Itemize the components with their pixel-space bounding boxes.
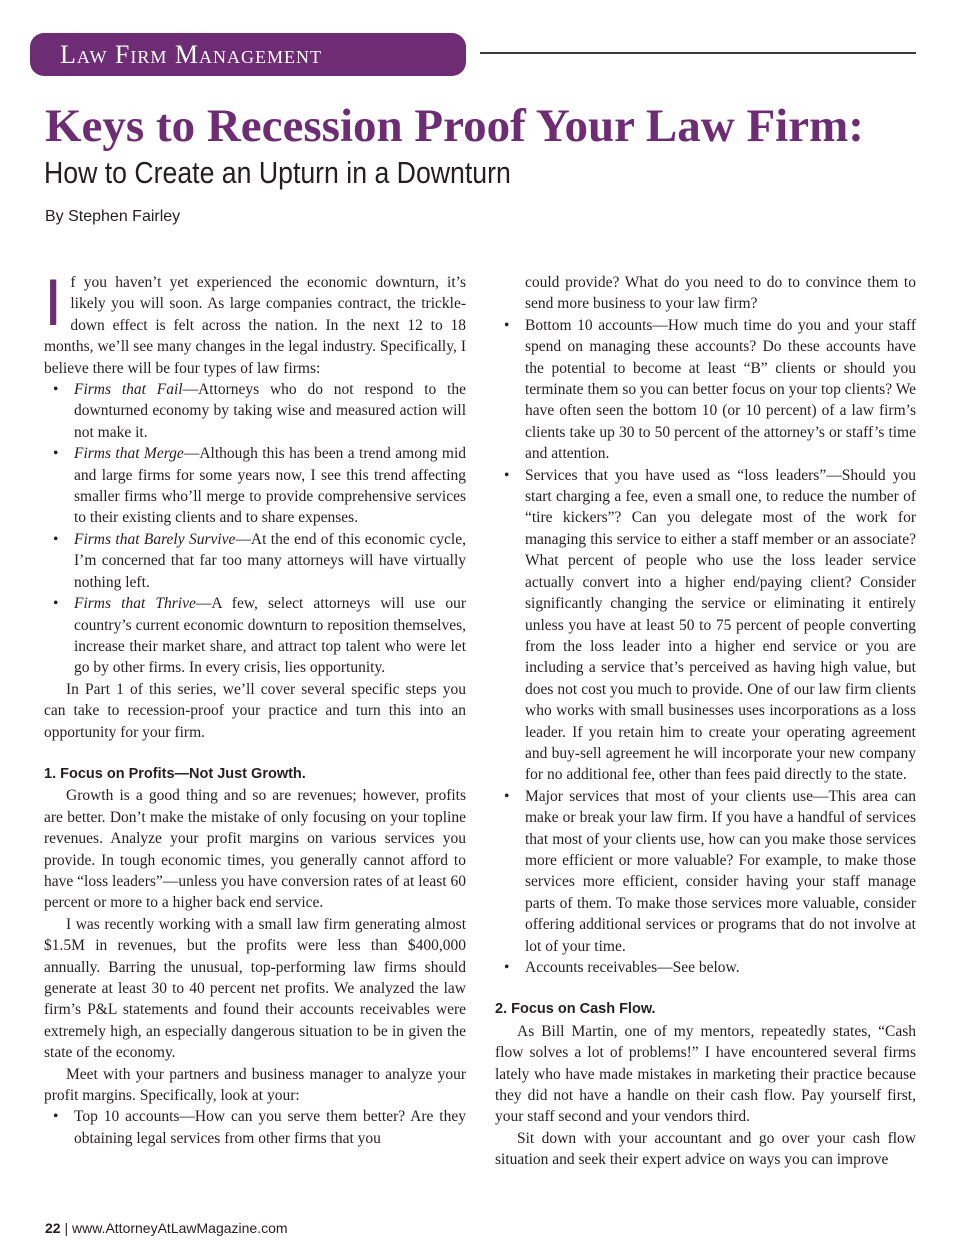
footer-site: www.AttorneyAtLawMagazine.com (72, 1220, 288, 1236)
bullet-icon: • (53, 595, 59, 613)
accounts-list-continued (495, 315, 916, 979)
byline: By Stephen Fairley (45, 208, 181, 225)
article-title: Keys to Recession Proof Your Law Firm: (45, 100, 864, 152)
list-item: • Services that you have used as “loss leaders”—Should you start charging a fee, even a small one, to reduce the number of “tire kickers”? Can you delegate most of the work for managing this service to either a staff member or an associate? What percent of people who use the loss leader service actually convert into a higher end/paying client? Consider significantly changing the service or eliminating it entirely unless you have at least 50 to 75 percent of people converting from the loss leader into a higher end service or you are including a service that’s perceived as having high value, but does not cost you much to provide. One of our law firm clients who works with small businesses uses incorporations as a loss leader. If you retain him to create your operating agreement and buy-sell agreement he will incorporate your new company for no additional fee, other than fees paid directly to the state. (504, 466, 916, 784)
bullet-icon: • (504, 466, 510, 484)
drop-cap: I (44, 265, 63, 339)
section-divider (480, 52, 916, 54)
list-item: • Firms that Merge—Although this has been a trend among mid and large firms for some years now, I see this trend affecting smaller firms who’ll merge to provide comprehensive services to their existing clients and to share expenses. (53, 445, 466, 527)
article-subtitle: How to Create an Upturn in a Downturn (44, 155, 511, 190)
bullet-icon: • (53, 445, 59, 463)
list-item: • Accounts receivables—See below. (495, 957, 916, 978)
list-item: • Major services that most of your clients use—This area can make or break your law firm. If you have a handful of services that most of your clients use, how can you make those services more efficient or more valuable? For example, to make those services more efficient, consider having your staff manage parts of them. To make those services more valuable, consider offering additional services or programs that do not involve at lot of your time. (504, 787, 916, 955)
paragraph: Sit down with your accountant and go over your cash flow situation and seek their expert advice on ways you can improve (495, 1129, 916, 1169)
list-item: • Top 10 accounts—How can you serve them better? Are they obtaining legal services from other firms that you (53, 1108, 466, 1147)
bullet-icon: • (53, 381, 59, 399)
left-column (44, 265, 466, 1149)
section-heading-cash-flow: 2. Focus on Cash Flow. (495, 1001, 656, 1018)
footer-separator: | (64, 1220, 69, 1236)
bullet-icon: • (504, 787, 510, 805)
firm-types-list (44, 379, 466, 679)
list-item: • Firms that Barely Survive—At the end of this economic cycle, I’m concerned that far too many attorneys will have virtually nothing left. (53, 530, 466, 591)
section-heading-profits: 1. Focus on Profits—Not Just Growth. (44, 765, 306, 782)
page-footer (45, 1220, 288, 1236)
right-column (495, 272, 916, 1171)
list-item-continuation: could provide? What do you need to do to convince them to send more business to your law firm? (525, 274, 916, 313)
bullet-icon: • (53, 530, 59, 548)
intro-paragraph: If you haven’t yet experienced the economic downturn, it’s likely you will soon. As large companies contract, the trickle-down effect is felt across the nation. In the next 12 to 18 months, we’ll see many changes in the legal industry. Specifically, I believe there will be four types of law firms: (44, 265, 466, 377)
bullet-icon: • (53, 1108, 59, 1126)
section-tab: Law Firm Management (30, 33, 466, 76)
list-item: • Bottom 10 accounts—How much time do you and your staff spend on managing these accounts? Do these accounts have the potential to become at least “B” clients or should you terminate them so you can better focus on your top clients? We have often seen the bottom 10 (or 10 percent) of a law firm’s clients take up 30 to 50 percent of the attorney’s or staff’s time and attention. (504, 316, 916, 463)
paragraph: Growth is a good thing and so are revenues; however, profits are better. Don’t make the mistake of only focusing on your topline revenues. Analyze your profit margins on various services you provide. In tough economic times, you generally cannot afford to have “loss leaders”—unless you have conversion rates of at least 60 percent or more to a higher back end service. (44, 787, 466, 912)
bullet-icon: • (504, 959, 510, 976)
paragraph: Meet with your partners and business manager to analyze your profit margins. Specifically, look at your: (44, 1065, 466, 1105)
paragraph: I was recently working with a small law firm generating almost $1.5M in revenues, but the profits were less than $400,000 annually. Barring the unusual, top-performing law firms should generate at least 30 to 40 percent net profits. We analyzed the law firm’s P&L statements and found their accounts receivables were extremely high, an especially dangerous situation to be in given the state of the economy. (44, 915, 466, 1062)
paragraph: As Bill Martin, one of my mentors, repeatedly states, “Cash flow solves a lot of problems!” I have encountered several firms lately who have made mistakes in marketing their practice because they did not have a handle on their cash flow. Pay yourself first, your staff second and your vendors third. (495, 1022, 916, 1126)
bullet-icon: • (504, 316, 510, 334)
list-item: • Firms that Thrive—A few, select attorneys will use our country’s current economic downturn to reposition themselves, increase their market share, and attract top talent who were let go by other firms. In every crisis, lies opportunity. (53, 595, 466, 677)
paragraph: In Part 1 of this series, we’ll cover several specific steps you can take to recession-proof your practice and turn this into an opportunity for your firm. (44, 680, 466, 741)
list-item: • Firms that Fail—Attorneys who do not respond to the downturned economy by taking wise and measured action will not make it. (53, 381, 466, 441)
page-number: 22 (45, 1220, 61, 1236)
accounts-list (44, 1106, 466, 1149)
